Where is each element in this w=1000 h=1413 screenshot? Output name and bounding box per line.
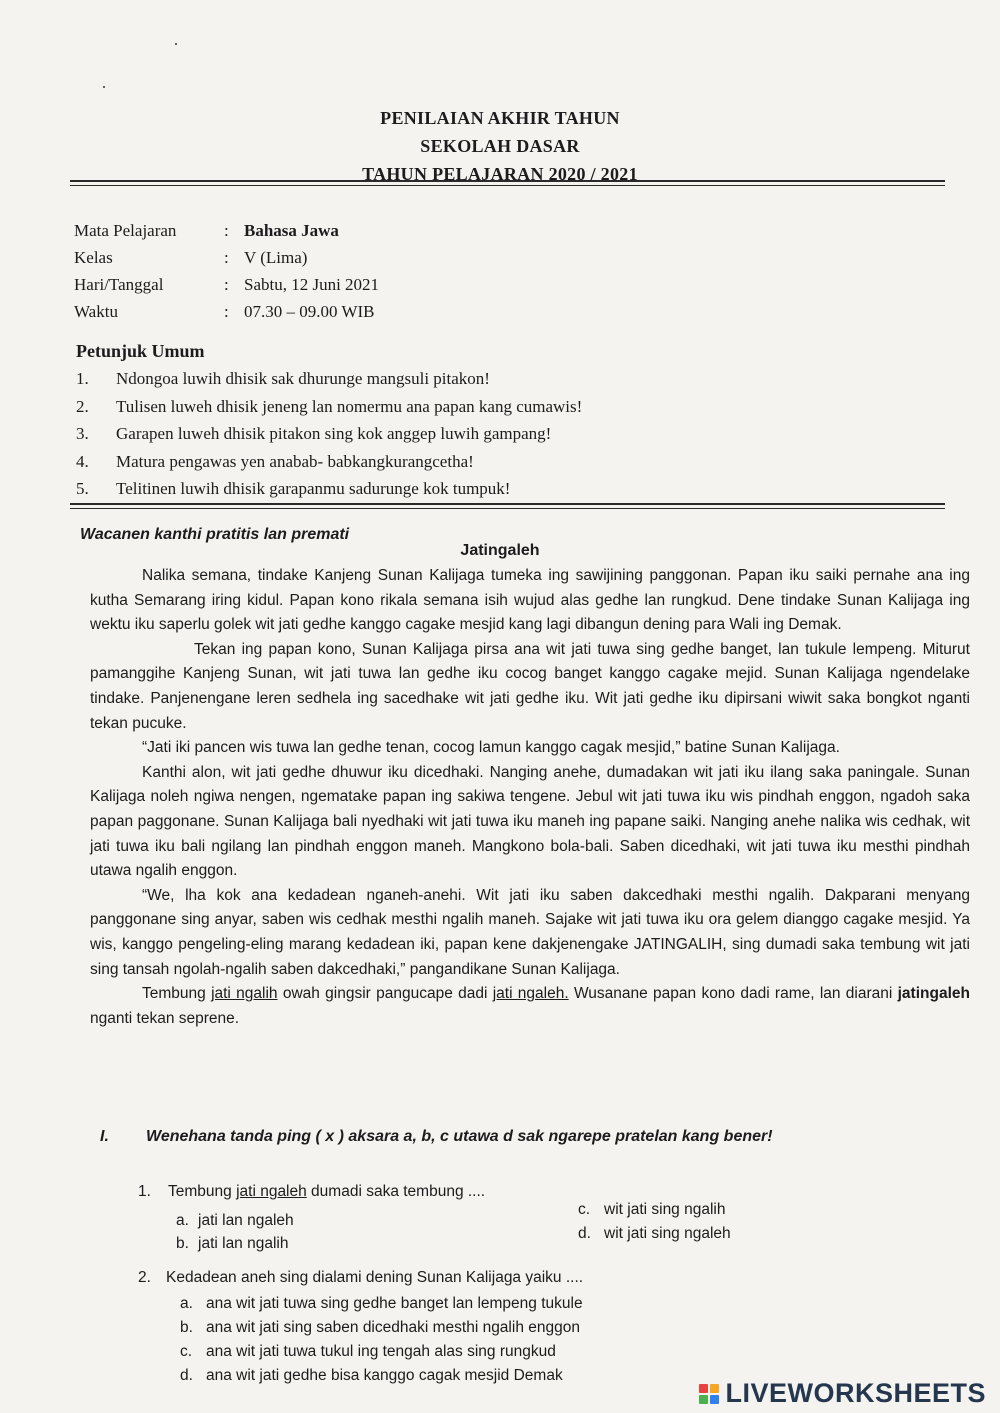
option-text: wit jati sing ngaleh (604, 1225, 731, 1242)
info-label: Kelas (74, 248, 113, 267)
answer-option[interactable] (578, 1198, 725, 1222)
section-heading (100, 1128, 773, 1146)
answer-option[interactable] (578, 1222, 731, 1246)
option-label: a. (180, 1295, 193, 1312)
info-label: Mata Pelajaran (74, 221, 177, 240)
section-instruction: Wenehana tanda ping ( x ) aksara a, b, c utawa d sak ngarepe pratelan kang bener! (146, 1128, 773, 1145)
passage-paragraph: Kanthi alon, wit jati gedhe dhuwur iku dicedhaki. Nanging anehe, dumadakan wit jati iku ilang saka paningale. Sunan Kalijaga noleh ngiwa nengen, ngematake papan ing sakiwa tengene. Jebul wit jati tuwa iku wis pindhah enggon, ngadoh saka papan paggonane. Sunan Kalijaga bali nyedhaki wit jati tuwa iku maneh ing papane saiki. Nanging anehe nalika wis cedhak, wit jati tuwa iku bali ngilang lan pindhah enggon maneh. Mangkono bola-bali. Saben dicedhaki, wit jati tuwa iku mesthi pindhah utawa ngalih enggon. (90, 763, 970, 880)
reading-passage (90, 564, 970, 1031)
question-number: 2. (138, 1269, 151, 1286)
passage-text: owah gingsir pangucape dadi (277, 985, 493, 1003)
instruction-number: 4. (76, 451, 89, 471)
instruction-number: 1. (76, 369, 89, 388)
info-row-subject (74, 217, 379, 244)
liveworksheets-logo-icon (699, 1384, 719, 1404)
question-number: 1. (138, 1183, 151, 1200)
section-number: I. (100, 1128, 109, 1145)
instruction-item (76, 393, 876, 421)
info-row-class (74, 244, 379, 271)
instructions-divider-thin (70, 508, 945, 509)
option-label: b. (180, 1319, 193, 1336)
info-label: Waktu (74, 302, 118, 321)
answer-option[interactable] (176, 1232, 288, 1256)
passage-text: nganti tekan seprene. (90, 1009, 240, 1027)
header-line-1: PENILAIAN AKHIR TAHUN (380, 108, 620, 128)
option-text: wit jati sing ngalih (604, 1201, 726, 1218)
reading-heading: Wacanen kanthi pratitis lan premati (80, 526, 350, 543)
logo-text: LIVEWORKSHEETS (725, 1378, 986, 1408)
question-1 (138, 1180, 485, 1204)
question-2 (138, 1266, 583, 1290)
info-colon: : (224, 221, 229, 240)
info-value: 07.30 – 09.00 WIB (244, 302, 375, 321)
underlined-word: jati ngalih (211, 985, 278, 1003)
header-line-2: SEKOLAH DASAR (420, 136, 580, 156)
passage-paragraph: “Jati iki pancen wis tuwa lan gedhe tenan, cocog lamun kanggo cagak mesjid,” batine Sunan Kalijaga. (142, 739, 840, 757)
info-value: V (Lima) (244, 248, 308, 267)
header-line-3: TAHUN PELAJARAN 2020 / 2021 (362, 164, 638, 184)
info-colon: : (224, 275, 229, 294)
answer-option[interactable] (180, 1340, 556, 1364)
answer-option[interactable] (180, 1364, 563, 1388)
passage-paragraph: Nalika semana, tindake Kanjeng Sunan Kalijaga tumeka ing sawijining panggonan. Papan iku saiki pernahe ana ing kutha Semarang iring kidul. Papan kono rikala semana isih wujud alas gedhe lan rungkud. Dene tindake Sunan Kalijaga ing wektu iku saperlu golek wit jati gedhe kanggo cagake mesjid kang lagi dibangun dening para Wali ing Demak. (90, 567, 970, 634)
option-text: jati lan ngaleh (198, 1212, 294, 1229)
header-divider (70, 180, 945, 182)
option-label: c. (578, 1201, 591, 1218)
logo-square (699, 1395, 708, 1404)
instruction-item (76, 448, 876, 476)
instructions-divider (70, 503, 945, 505)
instruction-item (76, 365, 876, 393)
option-label: b. (176, 1235, 189, 1252)
info-colon: : (224, 248, 229, 267)
scan-speck (175, 43, 177, 45)
passage-paragraph-final (90, 982, 970, 1031)
option-text: ana wit jati sing saben dicedhaki mesthi ngalih enggon (206, 1319, 580, 1336)
option-label: a. (176, 1212, 189, 1229)
underlined-word: jati ngaleh (236, 1183, 307, 1200)
answer-option[interactable] (180, 1316, 580, 1340)
instruction-text: Matura pengawas yen anabab- babkangkurangcetha! (116, 451, 474, 471)
option-label: d. (578, 1225, 591, 1242)
question-text: dumadi saka tembung .... (306, 1183, 486, 1200)
info-value: Sabtu, 12 Juni 2021 (244, 275, 380, 294)
option-label: c. (180, 1343, 193, 1360)
liveworksheets-logo[interactable] (699, 1378, 986, 1409)
passage-text: Tembung (142, 985, 212, 1003)
logo-square (699, 1384, 708, 1393)
underlined-word: jati ngaleh. (492, 985, 569, 1003)
scan-speck (103, 86, 105, 88)
bold-word: jatingaleh (897, 985, 970, 1003)
exam-info (74, 217, 379, 325)
option-text: ana wit jati gedhe bisa kanggo cagak mesjid Demak (206, 1367, 563, 1384)
info-value: Bahasa Jawa (244, 221, 339, 240)
header-divider-thin (70, 185, 945, 186)
instruction-number: 5. (76, 479, 89, 498)
passage-text: Wusanane papan kono dadi rame, lan diarani (568, 985, 898, 1003)
exam-header (200, 104, 800, 188)
info-row-date (74, 271, 379, 298)
logo-square (710, 1384, 719, 1393)
general-instructions (76, 339, 876, 503)
question-text: Kedadean aneh sing dialami dening Sunan Kalijaga yaiku .... (166, 1269, 584, 1286)
info-colon: : (224, 302, 229, 321)
reading-title: Jatingaleh (460, 542, 540, 559)
option-text: ana wit jati tuwa tukul ing tengah alas sing rungkud (206, 1343, 556, 1360)
instruction-text: Telitinen luwih dhisik garapanmu sadurunge kok tumpuk! (116, 479, 511, 498)
instruction-item (76, 420, 876, 448)
question-text: Tembung (168, 1183, 237, 1200)
answer-option[interactable] (176, 1209, 294, 1233)
instructions-title: Petunjuk Umum (76, 341, 205, 361)
answer-option[interactable] (180, 1292, 583, 1316)
passage-paragraph: Tekan ing papan kono, Sunan Kalijaga pirsa ana wit jati tuwa sing gedhe banget, lan tukule lempeng. Miturut pamanggihe Kanjeng Sunan, wit jati tuwa lan gedhe iku cocog banget kanggo cagake mejid. Sunan Kalijaga ngendelake tindake. Panjenengane leren sedhela ing sacedhake wit jati gedhe iku. Wit jati gedhe iku dipirsani wiwit saka bongkot nganti tekan pucuke. (90, 640, 970, 732)
instruction-text: Tulisen luweh dhisik jeneng lan nomermu ana papan kang cumawis! (116, 396, 583, 416)
info-row-time (74, 298, 379, 325)
option-text: jati lan ngalih (198, 1235, 289, 1252)
instruction-number: 3. (76, 424, 89, 443)
instruction-number: 2. (76, 396, 89, 416)
instruction-item (76, 475, 876, 503)
info-label: Hari/Tanggal (74, 275, 164, 294)
instruction-text: Ndongoa luwih dhisik sak dhurunge mangsuli pitakon! (116, 369, 490, 388)
option-text: ana wit jati tuwa sing gedhe banget lan lempeng tukule (206, 1295, 583, 1312)
instruction-text: Garapen luweh dhisik pitakon sing kok anggep luwih gampang! (116, 424, 552, 443)
option-label: d. (180, 1367, 193, 1384)
logo-square (710, 1395, 719, 1404)
passage-paragraph: “We, lha kok ana kedadean nganeh-anehi. Wit jati iku saben dakcedhaki mesthi ngalih. Dakparani menyang panggonane sing anyar, saben wis cedhak mesthi ngalih maneh. Sajake wit jati tuwa iku ora gelem dianggo cagake mesjid. Ya wis, kanggo pengeling-eling marang kedadean iki, papan kene dakjenengake JATINGALIH, sing dumadi saka tembung wit jati sing tansah ngolah-ngalih saben dakcedhaki,” pangandikane Sunan Kalijaga. (90, 886, 970, 978)
